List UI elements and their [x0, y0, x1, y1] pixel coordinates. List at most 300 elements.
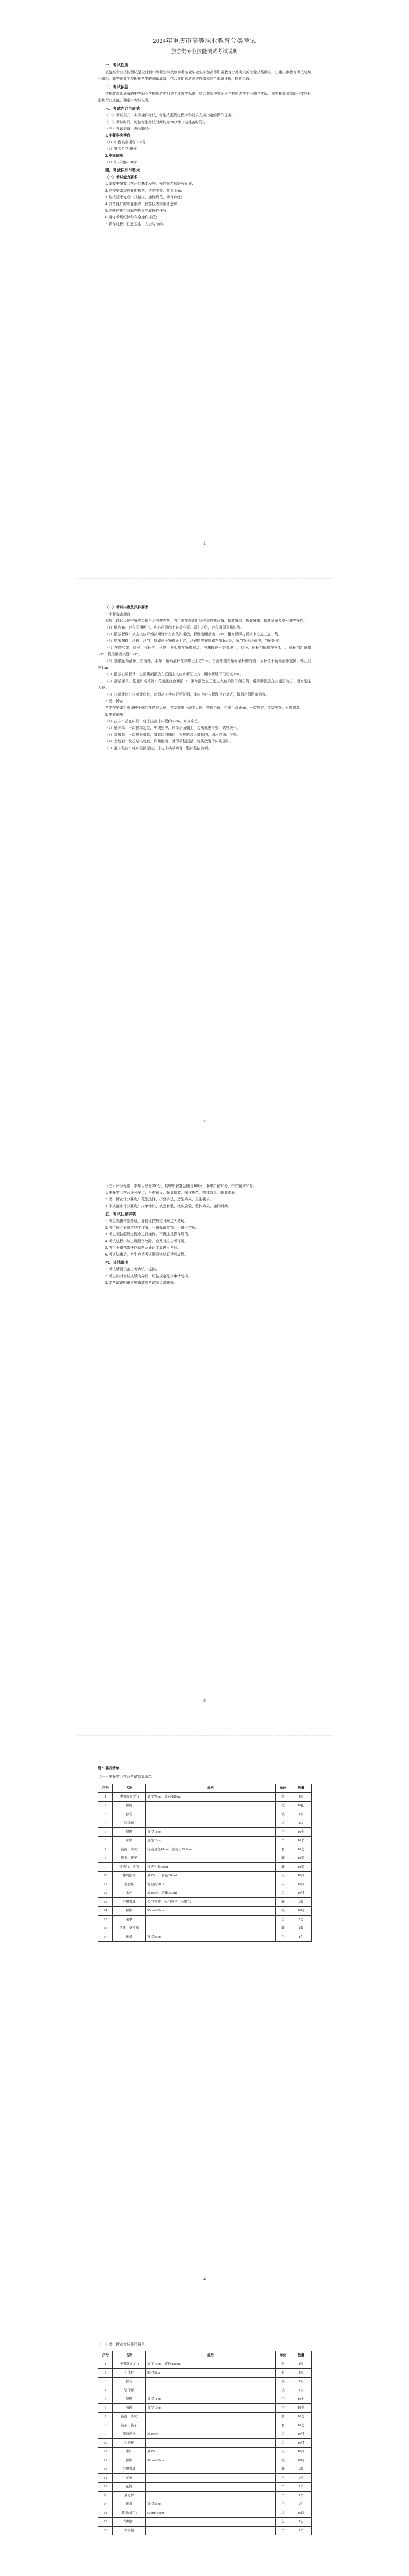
table-cell: 6 — [98, 2404, 113, 2413]
table-cell: 1张 — [291, 2360, 312, 2369]
column-header: 单位 — [276, 2351, 291, 2360]
paragraph: （4）摆放筷架、筷子、长柄勺、牙签：筷架摆在餐碟右边，与味碟在一条直线上，筷子、长柄勺搁摆在筷架上，长柄勺距餐碟3cm，筷尾距餐桌沿1.5cm。 — [98, 646, 311, 656]
table-cell: 1块 — [291, 1819, 312, 1828]
table-cell: 个 — [276, 2492, 291, 2500]
table-cell: 10只 — [291, 2430, 312, 2439]
paragraph: 3. 中式铺床评分要点：床单铺设、被套套装、枕头放置、整体效果、操作时间。 — [105, 1204, 231, 1208]
table-row — [98, 1889, 312, 1898]
table-row — [98, 1810, 312, 1819]
paragraph: 5. 考生不得携带任何资料及通讯工具进入考场。 — [105, 1246, 181, 1250]
table-cell: 11 — [98, 1880, 113, 1889]
table-cell: 块 — [276, 1810, 291, 1819]
table-row — [98, 2413, 312, 2421]
table-cell: 葡萄酒杯 — [113, 1872, 146, 1880]
table-cell: 1个 — [291, 1933, 312, 1942]
page-2-body — [98, 604, 311, 752]
table-cell: 8 — [98, 2421, 113, 2430]
table-row — [98, 1863, 312, 1872]
table-cell: 桌号牌 — [113, 2492, 146, 2500]
table-cell: 中餐圆桌(台) — [113, 2360, 146, 2369]
paragraph: （1）中式铺床 50分 — [105, 160, 137, 164]
section-heading: （一）考试能力要求 — [105, 175, 138, 179]
table-cell: 公用餐具 — [113, 2465, 146, 2474]
page-number: 1 — [203, 541, 206, 546]
column-header: 名称 — [113, 1784, 146, 1793]
table-cell: 14 — [98, 1907, 113, 1916]
table-cell: 13 — [98, 2465, 113, 2474]
table-cell: 块 — [276, 2378, 291, 2386]
table-cell: 5 — [98, 2395, 113, 2404]
table-cell: 1个 — [291, 2492, 312, 2500]
table-cell: 汤碗、汤勺 — [113, 2413, 146, 2421]
table-cell — [146, 2386, 276, 2395]
table-cell: 白酒杯 — [113, 1880, 146, 1889]
section-heading: 二、考试依据 — [105, 84, 128, 89]
table-cell: 2 — [98, 2369, 113, 2378]
paragraph: 4. 具备良好的职业素养、仪容仪表和服务意识； — [105, 202, 181, 206]
table-cell: 直径10cm — [146, 2404, 276, 2413]
table-cell: 中餐圆桌(台) — [113, 1793, 146, 1802]
table-cell: 3 — [98, 1810, 113, 1819]
table-cell: 10 — [98, 2439, 113, 2448]
table-cell: 味碟 — [113, 2404, 146, 2413]
table-row — [98, 2421, 312, 2430]
paragraph: 3. 中式铺床 — [105, 713, 123, 717]
paragraph: 1. 中餐宴会摆台评分要点：台布铺设、餐具摆放、操作规范、整体效果、职业素养。 — [105, 1191, 238, 1195]
table-cell: 16 — [98, 1924, 113, 1933]
table-cell — [146, 2465, 276, 2474]
table-row — [98, 1872, 312, 1880]
paragraph: 1. 考生须携带准考证、身份证按规定时间进入考场。 — [105, 1219, 188, 1223]
table-cell: 只 — [276, 1872, 291, 1880]
table-row — [98, 2518, 312, 2527]
table-cell: 个 — [276, 2527, 291, 2535]
table-cell: 12 — [98, 2456, 113, 2465]
paragraph: （一）考试形式：实际操作考试，考生按照规定程序和要求完成指定的操作任务。 — [105, 113, 235, 117]
table-cell: 套 — [276, 2421, 291, 2430]
table-cell: 1套 — [291, 1924, 312, 1933]
table-cell: 1块 — [291, 2386, 312, 2395]
table-cell: 17 — [98, 1933, 113, 1942]
table-row — [98, 2509, 312, 2518]
page-4 — [0, 1736, 409, 2313]
table-cell — [146, 2421, 276, 2430]
table-cell: 块 — [276, 2456, 291, 2465]
table-cell: 10套 — [291, 2421, 312, 2430]
table-cell: 套 — [276, 1898, 291, 1907]
table-cell: 10套 — [291, 1854, 312, 1863]
table-cell: 汤碗直径10cm；汤勺长13.5cm — [146, 1845, 276, 1854]
table-cell: 1包 — [291, 2518, 312, 2527]
table-cell: 只 — [276, 1889, 291, 1898]
table-header-row — [98, 2351, 312, 2360]
table-cell: 菜单 — [113, 1916, 146, 1924]
table-subcaption: （二）餐巾折花考试器具清单 — [98, 2342, 145, 2346]
paragraph: 3. 考生须按照规定程序进行操作，不得违反操作规范。 — [105, 1232, 192, 1236]
section-heading: （二）考试内容及具体要求 — [105, 605, 148, 609]
paragraph: 2. 能按要求完成餐巾折花，造型美观、寓意明确； — [105, 189, 184, 193]
paragraph: （1）铺台布：台布正面朝上，中心凸缝向上并对准正、副主人位，台布四周下垂均等。 — [105, 625, 244, 630]
page-5 — [0, 2314, 409, 2576]
table-cell: 份 — [276, 2474, 291, 2483]
table-cell: 个 — [276, 1828, 291, 1837]
table-cell: 套 — [276, 2465, 291, 2474]
table-cell: 7 — [98, 2413, 113, 2421]
paragraph: 1. 中餐宴会摆台 — [105, 612, 130, 616]
table-cell: 张 — [276, 2360, 291, 2369]
table-cell — [146, 2439, 276, 2448]
table-subcaption: （一）中餐宴会摆台考试器具清单 — [98, 1775, 152, 1779]
table-row — [98, 1845, 312, 1854]
table-cell: 10只 — [291, 1880, 312, 1889]
table-cell: 汤碗、汤勺 — [113, 1845, 146, 1854]
paragraph: （1）拉床：站在床尾，将床拉离床头板约50cm，对齐床垫。 — [105, 719, 202, 723]
table-cell: 8 — [98, 1854, 113, 1863]
table-row — [98, 1880, 312, 1889]
table-cell — [146, 2483, 276, 2492]
paragraph: 6. 考试结束后，考生应将考试器具恢复原状后离场。 — [105, 1252, 188, 1257]
table-row — [98, 2360, 312, 2369]
table-cell: 10个 — [291, 2404, 312, 2413]
paragraph: （二）考试时间：每位考生考试时间约为20分钟（含准备时间）。 — [105, 120, 208, 124]
paragraph: 4. 考试过程中如出现设备故障，应及时报告考评员。 — [105, 1239, 188, 1243]
table-cell: 公用筷架、公用筷子、公用勺 — [146, 1898, 276, 1907]
table-cell: 个 — [276, 1933, 291, 1942]
table-cell — [146, 2518, 276, 2527]
table-cell: 台布 — [113, 2378, 146, 2386]
table-row — [98, 2474, 312, 2483]
table-cell: 块 — [276, 1907, 291, 1916]
table-cell: 餐椅 — [113, 1802, 146, 1810]
table-row — [98, 2430, 312, 2439]
section-heading: 1. 中餐宴会摆台 — [105, 133, 130, 138]
table-cell: 套 — [276, 2413, 291, 2421]
table-cell: 水杯 — [113, 2448, 146, 2456]
table-cell: 高15cm — [146, 2430, 276, 2439]
table-cell — [146, 1810, 276, 1819]
table-row — [98, 1916, 312, 1924]
table-cell: 份 — [276, 1916, 291, 1924]
table-cell — [146, 2413, 276, 2421]
table-cell — [146, 2492, 276, 2500]
paragraph: （8）拉椅让座：拉椅让座时，座椅从主宾位开始拉椅，座位中心与餐碟中心对齐，餐椅之间距离均等。 — [105, 692, 269, 697]
table-cell — [146, 2527, 276, 2535]
table-cell: 块 — [276, 2386, 291, 2395]
table-cell: 长柄勺、牙签 — [113, 1863, 146, 1872]
table-row — [98, 2369, 312, 2378]
document-title: 2024年重庆市高等职业教育分类考试 — [152, 37, 257, 44]
paragraph: （2）摆放餐碟：从主人位开始按顺时针方向依次摆放，餐碟边距桌边1.5cm，相对餐碟与餐桌中心点三点一线。 — [105, 632, 282, 636]
paragraph: 考生按要求折叠10种不同的杯花或盘花，花型突出正副主人位，整体协调，折叠手法正确、一次成型，造型美观、形象逼真。 — [105, 706, 303, 710]
table-row — [98, 2404, 312, 2413]
paragraph: （三）考试分值：满分200分。 — [105, 127, 154, 131]
table-cell: 7 — [98, 1845, 113, 1854]
equipment-table — [98, 2351, 312, 2535]
table-cell: 9 — [98, 2430, 113, 2439]
page-3-body — [98, 1183, 311, 1286]
paragraph: 6. 遵守考场纪律和安全操作规范； — [105, 215, 159, 219]
table-row — [98, 2386, 312, 2395]
paragraph: （4）套枕套：枕芯装入枕套，四角饱满、外形平整挺括，枕头放置于床头居中。 — [105, 739, 233, 743]
table-cell: 包 — [276, 2518, 291, 2527]
column-header: 数量 — [291, 2351, 312, 2360]
paragraph: 1. 考试所需设备由考点统一提供。 — [105, 1267, 159, 1272]
section-heading: 2. 中式铺床 — [105, 154, 123, 158]
paragraph: （7）摆放菜单、花瓶和桌号牌：花瓶摆在台面正中，菜单摆放在正副主人位的筷子架右侧，桌号牌摆放在花瓶正前方、面对副主人位。 — [98, 679, 311, 690]
table-cell: 公用餐具 — [113, 1898, 146, 1907]
table-cell: 个 — [276, 2500, 291, 2509]
section-heading: 一、考试性质 — [105, 63, 128, 67]
table-cell: 4 — [98, 1819, 113, 1828]
appendix-caption: 附：器具清单 — [98, 1766, 120, 1770]
table-cell: 长柄勺长20cm — [146, 1863, 276, 1872]
paragraph: 旅游类专业技能测试是全日制中等职业学校旅游类专业毕业生参加高等职业教育分类考试的专业技能测试，由重庆市教育考试院统一组织，高等职业学校根据考生的测试成绩，结合文化素质测试成绩和综合素质评价，择优录取。 — [98, 70, 311, 81]
column-header: 序号 — [98, 1784, 113, 1793]
table-cell: 10块 — [291, 2509, 312, 2518]
table-cell: 2份 — [291, 2474, 312, 2483]
table-cell: 1块 — [291, 2378, 312, 2386]
table-cell: 18 — [98, 2509, 113, 2518]
table-cell: 直径10cm — [146, 1837, 276, 1845]
section-heading: 五、考试注意事项 — [105, 1212, 136, 1216]
table-cell — [146, 1854, 276, 1863]
table-row — [98, 1802, 312, 1810]
table-cell: 1张 — [291, 1793, 312, 1802]
table-cell: 块 — [276, 1819, 291, 1828]
paragraph: （3）套被套：一次抛开被套，被套口向床尾，将被芯装入被套内，四角饱满、平整。 — [105, 733, 241, 737]
table-row — [98, 2483, 312, 2492]
table-cell: 筷架、筷子 — [113, 1854, 146, 1863]
table-cell: 只 — [276, 2430, 291, 2439]
table-cell: 12 — [98, 1889, 113, 1898]
table-cell: 10只 — [291, 1872, 312, 1880]
table-cell: 2个 — [291, 2500, 312, 2509]
document-subtitle: 旅游类专业技能测试考试说明 — [171, 49, 238, 55]
table-cell: 只 — [276, 1880, 291, 1889]
table-cell: 10套 — [291, 2413, 312, 2421]
paragraph: （5）摆放葡萄酒杯、白酒杯、水杯：葡萄酒杯在味碟正上方2cm，白酒杯摆在葡萄酒杯的右侧，水杯位于葡萄酒杯左侧，杯肚间隔1cm。 — [98, 659, 311, 670]
page-1-body — [98, 62, 311, 228]
table-cell: 消毒湿巾 — [113, 2518, 146, 2527]
table-cell: 50cm×50cm — [146, 2456, 276, 2465]
table-row — [98, 2500, 312, 2509]
table-cell: 垃圾桶 — [113, 2527, 146, 2535]
table-cell: 4 — [98, 2386, 113, 2395]
paragraph: 2. 餐巾折花 — [105, 699, 123, 703]
table-cell: 高度76cm，直径180cm — [146, 2360, 276, 2369]
table-cell: 20 — [98, 2527, 113, 2535]
paragraph: （5）推床复位：将床推回原位，床与床头板吻合，整体整洁美观。 — [105, 746, 212, 750]
table-cell: 台布 — [113, 1810, 146, 1819]
table-cell: 5 — [98, 1828, 113, 1837]
table-cell: 11 — [98, 2448, 113, 2456]
table-row — [98, 2527, 312, 2535]
paragraph: 3. 能按要求完成中式铺床，操作规范、动作熟练； — [105, 195, 184, 199]
table-cell: 餐碟 — [113, 1828, 146, 1837]
table-row — [98, 2395, 312, 2404]
table-cell: 2 — [98, 1802, 113, 1810]
column-header: 序号 — [98, 2351, 113, 2360]
column-header: 数量 — [291, 1784, 312, 1793]
table-cell: 6 — [98, 1837, 113, 1845]
page-number: 3 — [203, 1698, 206, 1703]
paragraph: 5. 能够在规定时间内独立完成操作任务； — [105, 209, 170, 213]
section-heading: 六、其他说明 — [105, 1260, 128, 1265]
table-cell: 15 — [98, 2483, 113, 2492]
table-cell: 直径35cm — [146, 2500, 276, 2509]
table-row — [98, 1828, 312, 1837]
table-cell: 套 — [276, 1924, 291, 1933]
table-row — [98, 1793, 312, 1802]
paragraph: 1. 掌握中餐宴会摆台的基本程序、操作规范和服务标准； — [105, 182, 195, 186]
paragraph: 2. 餐巾折花评分要点：花型选择、折叠手法、造型效果、卫生要求。 — [105, 1197, 213, 1201]
table-cell: 10套 — [291, 1863, 312, 1872]
page-3 — [0, 1157, 409, 1734]
table-cell: 1个 — [291, 2527, 312, 2535]
table-cell: 13 — [98, 1898, 113, 1907]
table-row — [98, 2456, 312, 2465]
table-cell: 托盘 — [113, 2500, 146, 2509]
table-cell — [146, 1819, 276, 1828]
table-cell — [146, 2474, 276, 2483]
table-cell: 1 — [98, 1793, 113, 1802]
column-header: 名称 — [113, 2351, 146, 2360]
table-row — [98, 1819, 312, 1828]
table-cell: 2份 — [291, 1916, 312, 1924]
table-cell: 葡萄酒杯 — [113, 2430, 146, 2439]
table-cell: 花瓶、桌号牌 — [113, 1924, 146, 1933]
column-header: 规格 — [146, 1784, 276, 1793]
table-row — [98, 1854, 312, 1863]
page-number: 2 — [203, 1120, 206, 1124]
table-cell: 餐巾 — [113, 2456, 146, 2465]
table-row — [98, 1924, 312, 1933]
table-cell: 10个 — [291, 2395, 312, 2404]
paragraph: 依据教育部颁布的中等职业学校旅游类相关专业教学标准，结合我市中等职业学校旅游类专业教学实际，参照相关国家职业技能标准和行业规范，确定本考试说明。 — [98, 92, 311, 103]
table-cell: 10块 — [291, 1907, 312, 1916]
table-cell: 14 — [98, 2474, 113, 2483]
table-row — [98, 1907, 312, 1916]
table-row — [98, 2465, 312, 2474]
column-header: 规格 — [146, 2351, 276, 2360]
paragraph: 7. 操作过程中注意卫生、安全与节约。 — [105, 222, 166, 226]
table-header-row — [98, 1784, 312, 1793]
table-cell: 15 — [98, 1916, 113, 1924]
table-cell: 10块 — [291, 2456, 312, 2465]
paragraph: 2. 考生如对考试成绩有异议，可按规定程序申请复核。 — [105, 1274, 192, 1278]
paragraph: （3）摆放味碟、汤碗、汤勺：味碟位于餐碟正上方，汤碗摆放在味碟左侧1cm处，汤勺置于汤碗中，勺柄朝左。 — [105, 639, 283, 643]
paragraph: （2）铺床单：一次抛单定位，中线居中，床单正面朝上，包角紧密平整，式样统一。 — [105, 726, 241, 730]
table-cell: 16 — [98, 2492, 113, 2500]
table-cell: 1块 — [291, 1810, 312, 1819]
table-cell: 1 — [98, 2360, 113, 2369]
table-cell: 张 — [276, 2369, 291, 2378]
table-cell: 装饰布 — [113, 2386, 146, 2395]
table-cell: 个 — [276, 2404, 291, 2413]
table-cell: 1张 — [291, 2369, 312, 2378]
table-cell: 10把 — [291, 1802, 312, 1810]
table-row — [98, 2448, 312, 2456]
table-cell: 19 — [98, 2518, 113, 2527]
table-cell: 90×70cm — [146, 2369, 276, 2378]
table-cell: 个 — [276, 1837, 291, 1845]
table-row — [98, 2439, 312, 2448]
table-cell: 1个 — [291, 2483, 312, 2492]
table-cell: 筷架、筷子 — [113, 2421, 146, 2430]
table-cell: 容量约30ml — [146, 1880, 276, 1889]
table-cell: 套 — [276, 1845, 291, 1854]
table-cell — [146, 1924, 276, 1933]
paragraph: （2）餐巾折花 50分 — [105, 147, 137, 151]
table-cell: 餐碟 — [113, 2395, 146, 2404]
table-cell: 味碟 — [113, 1837, 146, 1845]
table-cell: 50cm×50cm — [146, 2509, 276, 2518]
table-cell: 10个 — [291, 1828, 312, 1837]
table-cell: 白酒杯 — [113, 2439, 146, 2448]
table-cell: 10套 — [291, 1845, 312, 1854]
page-2 — [0, 579, 409, 1156]
table-cell: 10只 — [291, 1889, 312, 1898]
table-cell: 餐巾 — [113, 1907, 146, 1916]
paragraph: （1）中餐宴会摆台 100分 — [105, 140, 146, 144]
table-cell: 2套 — [291, 2465, 312, 2474]
paragraph: （6）摆放公用餐具：公用筷架摆放在正副主人位水杯正上方，距水杯肚下沿切点3cm。 — [105, 672, 243, 676]
table-cell: 2套 — [291, 1898, 312, 1907]
table-cell: 菜单 — [113, 2474, 146, 2483]
table-cell: 餐巾(备用) — [113, 2509, 146, 2518]
column-header: 单位 — [276, 1784, 291, 1793]
table-cell: 10个 — [291, 1837, 312, 1845]
table-cell: 10 — [98, 1872, 113, 1880]
table-cell: 10只 — [291, 2439, 312, 2448]
paragraph: 2. 考生须穿着整洁的工作服，不得佩戴首饰，不得化浓妆。 — [105, 1226, 199, 1230]
table-cell: 工作台 — [113, 2369, 146, 2378]
table-cell: 直径18cm — [146, 1828, 276, 1837]
table-row — [98, 1837, 312, 1845]
paragraph: 3. 本考试说明由重庆市教育考试院负责解释。 — [105, 1281, 177, 1285]
table-row — [98, 2492, 312, 2500]
table-cell — [146, 1802, 276, 1810]
section-heading: 三、考试内容与形式 — [105, 106, 140, 111]
table-cell: 水杯 — [113, 1889, 146, 1898]
table-row — [98, 2378, 312, 2386]
table-cell: 块 — [276, 2509, 291, 2518]
table-row — [98, 1933, 312, 1942]
table-cell — [146, 1916, 276, 1924]
table-cell: 个 — [276, 2483, 291, 2492]
table-cell: 托盘 — [113, 1933, 146, 1942]
table-cell: 直径35cm — [146, 1933, 276, 1942]
table-cell: 3 — [98, 2378, 113, 2386]
table-cell: 套 — [276, 1854, 291, 1863]
section-heading: 四、考试标准与要求 — [105, 168, 140, 173]
paragraph: （三）评分标准：本项目总分200分，其中中餐宴会摆台100分，餐巾折花50分，中式铺床50分。 — [105, 1184, 257, 1188]
table-row — [98, 1898, 312, 1907]
table-cell: 17 — [98, 2500, 113, 2509]
page-number: 4 — [203, 2277, 206, 2281]
equipment-table — [98, 1784, 312, 1942]
table-cell — [146, 2378, 276, 2386]
paragraph: 本项目以10人位中餐宴会摆台为考核内容，考生需在规定时间内完成铺台布、摆放餐具、折叠餐巾、摆放菜单及桌号牌等操作。 — [105, 619, 307, 623]
table-cell: 10只 — [291, 2448, 312, 2456]
table-cell: 高度76cm，直径180cm — [146, 1793, 276, 1802]
table-cell: 花瓶 — [113, 2483, 146, 2492]
table-cell: 把 — [276, 1802, 291, 1810]
table-cell: 50cm×50cm — [146, 1907, 276, 1916]
page-1 — [0, 0, 409, 577]
table-cell: 9 — [98, 1863, 113, 1872]
table-cell: 只 — [276, 2439, 291, 2448]
